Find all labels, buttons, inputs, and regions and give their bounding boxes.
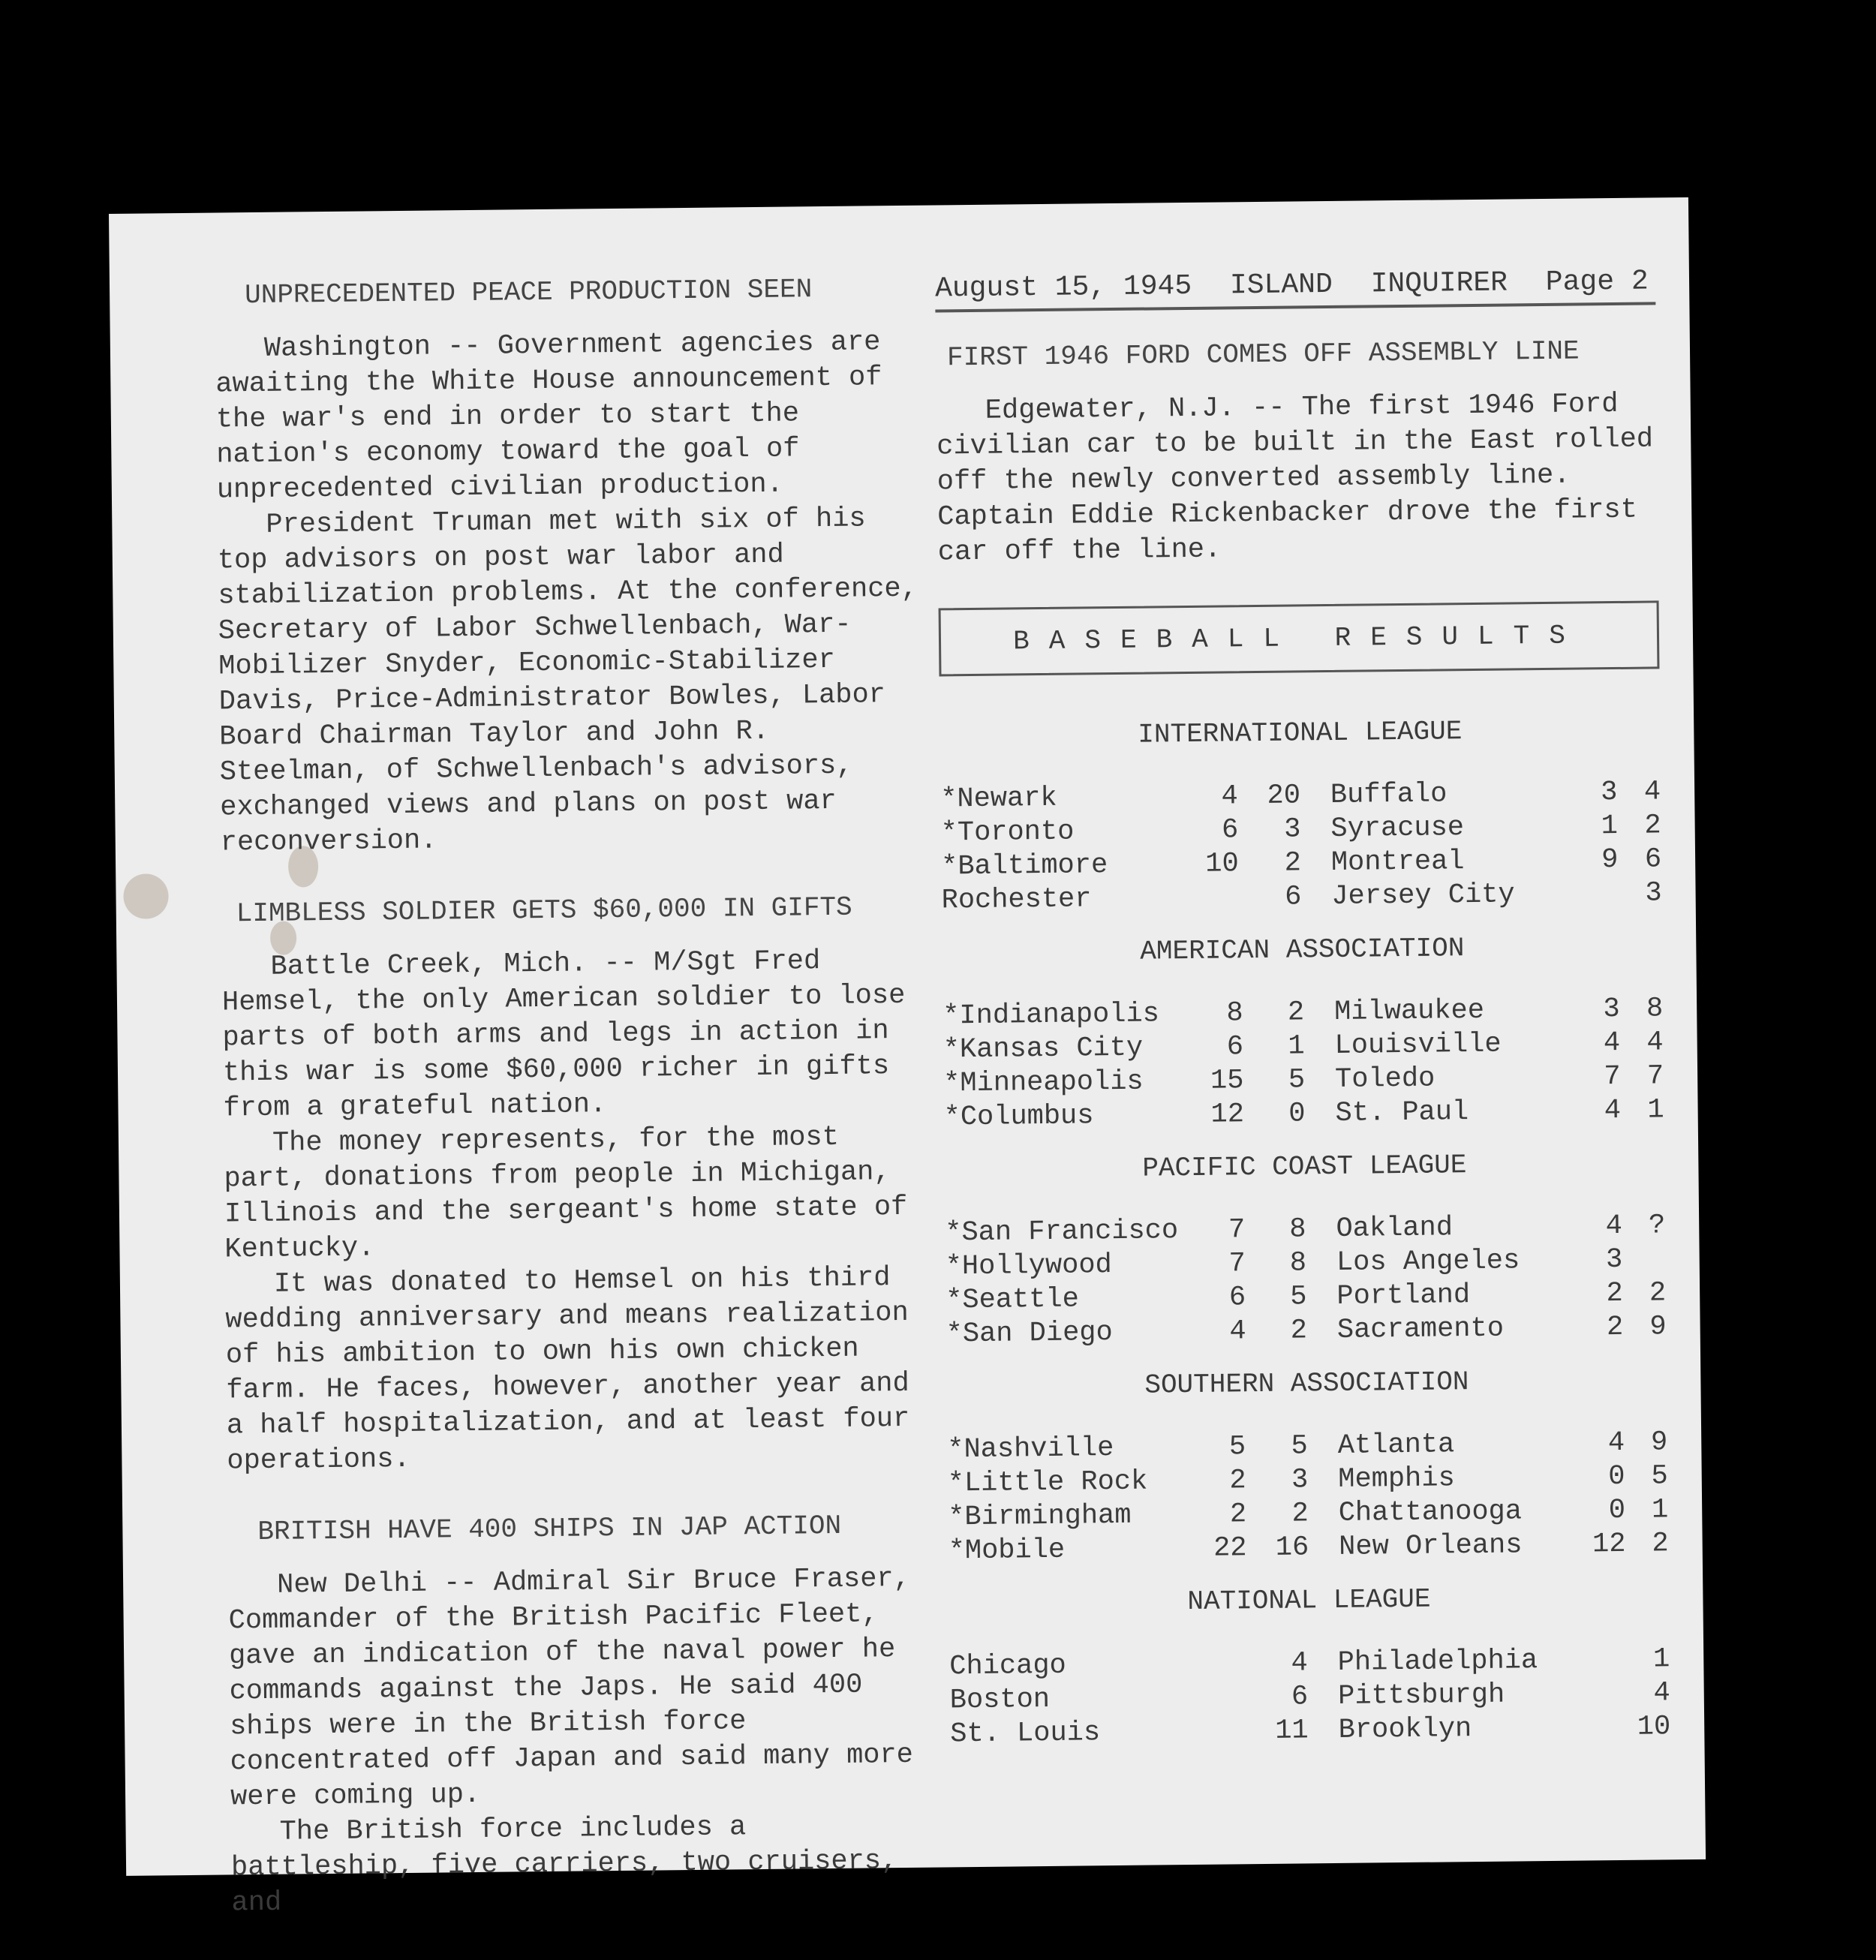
score: 3: [1603, 993, 1620, 1025]
away-team: St. Paul: [1335, 1096, 1469, 1129]
score: 3: [1605, 1243, 1623, 1276]
stain-mark: [123, 873, 169, 919]
away-team: Los Angeles: [1336, 1244, 1520, 1279]
league-block: [944, 1147, 1667, 1351]
score: 8: [1646, 992, 1664, 1025]
home-team: *Toronto: [940, 816, 1075, 849]
away-team: Atlanta: [1337, 1428, 1455, 1462]
story-paragraph: Edgewater, N.J. -- The first 1946 Ford civilian car to be built in the East rolled off the newly converted assembly line. Captain Eddie Rickenbacker drove the first car off the line.: [936, 388, 1654, 569]
score: 3: [1645, 876, 1662, 909]
story-paragraph: It was donated to Hemsel on his third wedding anniversary and means realization of his ambition to own his own chicken farm. He faces, however, another year and a half hospitalization, and at least four operations.: [225, 1262, 910, 1478]
score: 2: [1606, 1277, 1623, 1309]
score: 2: [1291, 1497, 1309, 1530]
home-team: *Minneapolis: [943, 1066, 1144, 1099]
home-team: *Columbus: [943, 1099, 1094, 1133]
score: 10: [1205, 847, 1239, 880]
away-team: Toledo: [1334, 1063, 1436, 1096]
score: [1184, 880, 1247, 915]
away-team: Louisville: [1334, 1028, 1502, 1062]
home-team: *Mobile: [948, 1534, 1066, 1567]
score: 20: [1267, 779, 1301, 812]
league-block: [949, 1581, 1670, 1751]
story-paragraph: New Delhi -- Admiral Sir Bruce Fraser, Commander of the British Pacific Fleet, gave an indication of the naval power he commands against the Japs. He said 400 ships were in the British force concentrated off Japan and said many more were coming up.: [228, 1562, 914, 1814]
story-paragraph: Washington -- Government agencies are awaiting the White House announcement of the war's end in order to start the nation's economy toward the goal of unprecedented civilian production.: [215, 326, 882, 507]
score: 5: [1291, 1429, 1309, 1462]
score: 8: [1226, 997, 1243, 1029]
score: 2: [1649, 1276, 1667, 1309]
score: [1192, 1680, 1253, 1715]
score: 16: [1275, 1531, 1309, 1564]
league-block: [942, 930, 1664, 1134]
right-column: [935, 265, 1671, 1766]
score: 3: [1600, 776, 1618, 808]
score: 1: [1651, 1493, 1669, 1526]
score: 6: [1226, 1030, 1244, 1063]
home-team: Boston: [949, 1683, 1051, 1716]
home-team: St. Louis: [950, 1716, 1101, 1750]
score: [1192, 1646, 1252, 1681]
score-row: [950, 1709, 1670, 1751]
away-team: Pittsburgh: [1337, 1679, 1505, 1712]
away-team: Chattanooga: [1338, 1495, 1523, 1529]
away-team: Oakland: [1336, 1211, 1454, 1245]
score-row: [946, 1309, 1666, 1351]
score: 1: [1647, 1093, 1664, 1126]
score: 22: [1213, 1532, 1247, 1565]
score: 2: [1652, 1527, 1669, 1560]
score: ?: [1648, 1209, 1666, 1242]
newspaper-page: [109, 197, 1706, 1919]
home-team: *Seattle: [946, 1283, 1080, 1316]
league-block: [946, 1364, 1669, 1568]
score: 4: [1291, 1646, 1308, 1679]
score: 1: [1288, 1030, 1305, 1063]
score: 6: [1644, 843, 1662, 876]
away-team: Memphis: [1338, 1462, 1455, 1496]
score: 12: [1210, 1098, 1245, 1131]
baseball-results-banner: BASEBALL RESULTS: [939, 600, 1660, 676]
score-row: [948, 1526, 1668, 1568]
score: [1583, 1676, 1626, 1711]
issue-date: August 15, 1945: [934, 269, 1192, 305]
home-team: *Newark: [940, 782, 1057, 815]
score-row: [941, 876, 1661, 917]
score: 1: [1601, 810, 1619, 842]
away-team: Philadelphia: [1337, 1644, 1538, 1679]
home-team: Rochester: [941, 882, 1092, 916]
score: 10: [1637, 1710, 1671, 1743]
score: 2: [1229, 1498, 1247, 1530]
score: 0: [1608, 1494, 1626, 1526]
score: 6: [1291, 1680, 1309, 1713]
score: 2: [1229, 1464, 1246, 1496]
home-team: *San Francisco: [945, 1214, 1179, 1249]
away-team: Brooklyn: [1338, 1712, 1472, 1746]
score: 12: [1592, 1528, 1626, 1560]
home-team: *Birmingham: [948, 1499, 1132, 1533]
league-title: INTERNATIONAL LEAGUE: [1138, 716, 1463, 750]
home-team: *Nashville: [947, 1432, 1114, 1465]
score: 5: [1651, 1459, 1668, 1493]
score: 7: [1228, 1213, 1246, 1246]
home-team: *Indianapolis: [943, 997, 1160, 1032]
story-british-ships: [227, 1509, 945, 1921]
away-team: Jersey City: [1331, 878, 1515, 912]
home-team: *Baltimore: [940, 849, 1108, 882]
headline: BRITISH HAVE 400 SHIPS IN JAP ACTION: [257, 1510, 842, 1548]
story-paragraph: The British force includes a battleship, five carriers, two cruisers, and: [230, 1811, 898, 1919]
story-ford: [936, 335, 1658, 570]
story-paragraph: President Truman met with six of his top advisors on post war labor and stabilization problems. At the conference, Secretary of Labor Schwellenbach, War-Mobilizer Snyder, Economic-Stabilizer Davis, Price-Administrator Bowles, Labor Board Chairman Taylor and John R. Steelman, of Schwellenbach's advisors, exchanged views and plans on post war reconversion.: [217, 503, 918, 859]
headline: FIRST 1946 FORD COMES OFF ASSEMBLY LINE: [946, 335, 1580, 374]
score: 5: [1288, 1063, 1306, 1096]
score: 9: [1601, 843, 1619, 876]
score: 3: [1291, 1463, 1309, 1496]
scores-table: [943, 991, 1664, 1134]
story-paragraph: Battle Creek, Mich. -- M/Sgt Fred Hemsel, the only American soldier to lose parts of both arms and legs in action in this war is some $60,000 richer in gifts from a grateful nation.: [221, 945, 906, 1125]
score: [1575, 876, 1619, 911]
league-title: SOUTHERN ASSOCIATION: [1144, 1366, 1469, 1401]
scores-table: [940, 774, 1662, 917]
score: 9: [1649, 1310, 1667, 1343]
score: 2: [1287, 996, 1305, 1029]
score: 8: [1289, 1246, 1307, 1279]
score: 5: [1290, 1280, 1307, 1313]
headline: UNPRECEDENTED PEACE PRODUCTION SEEN: [244, 274, 813, 311]
league-title: PACIFIC COAST LEAGUE: [1142, 1150, 1467, 1184]
score: [1192, 1714, 1253, 1748]
score-row: [943, 1093, 1664, 1134]
score: [1583, 1710, 1626, 1745]
score: 4: [1603, 1027, 1621, 1059]
masthead-word: INQUIRER: [1370, 266, 1508, 301]
away-team: New Orleans: [1338, 1529, 1523, 1563]
score: 8: [1289, 1213, 1306, 1246]
score: 7: [1646, 1060, 1664, 1093]
home-team: Chicago: [949, 1649, 1066, 1682]
score: 0: [1608, 1460, 1625, 1493]
score: 7: [1228, 1247, 1246, 1279]
score: 0: [1288, 1097, 1306, 1130]
score: 3: [1283, 813, 1301, 846]
league-title: NATIONAL LEAGUE: [1187, 1583, 1431, 1618]
score: 11: [1275, 1714, 1309, 1747]
home-team: *Little Rock: [947, 1465, 1148, 1499]
story-limbless-soldier: [221, 891, 940, 1480]
headline: LIMBLESS SOLDIER GETS $60,000 IN GIFTS: [236, 891, 852, 930]
score: 4: [1229, 1315, 1246, 1347]
home-team: *San Diego: [946, 1316, 1113, 1350]
score: [1583, 1643, 1625, 1677]
story-peace-production: [215, 273, 933, 861]
score: 9: [1650, 1426, 1668, 1459]
scores-table: [947, 1425, 1669, 1568]
dateline: [935, 265, 1656, 312]
home-team: *Hollywood: [945, 1249, 1113, 1282]
score: [1622, 1242, 1666, 1276]
score: 7: [1604, 1060, 1621, 1093]
score: 6: [1221, 813, 1239, 846]
score: 2: [1644, 809, 1661, 842]
score: 6: [1228, 1281, 1246, 1313]
score: 2: [1606, 1311, 1624, 1343]
score: 5: [1228, 1430, 1246, 1462]
league-title: AMERICAN ASSOCIATION: [1140, 933, 1465, 967]
score: 4: [1646, 1026, 1664, 1059]
baseball-leagues: [940, 714, 1670, 1751]
away-team: Buffalo: [1330, 777, 1448, 811]
score: 1: [1652, 1643, 1670, 1676]
score: 4: [1653, 1676, 1670, 1709]
score: 15: [1210, 1064, 1244, 1097]
masthead-word: ISLAND: [1229, 268, 1333, 302]
score: 4: [1604, 1094, 1622, 1126]
scores-table: [945, 1208, 1667, 1351]
score: 2: [1284, 846, 1302, 879]
home-team: *Kansas City: [943, 1032, 1144, 1066]
score: 2: [1290, 1314, 1308, 1347]
away-team: Milwaukee: [1333, 994, 1485, 1028]
score: 6: [1284, 880, 1302, 913]
story-paragraph: The money represents, for the most part, donations from people in Michigan, Illinois and the sergeant's home state of Kentucky.: [224, 1121, 908, 1266]
league-block: [940, 714, 1662, 917]
away-team: Portland: [1336, 1279, 1471, 1312]
score: 4: [1605, 1210, 1623, 1242]
scores-table: [949, 1642, 1670, 1751]
score: 4: [1221, 780, 1239, 813]
page-number: Page 2: [1545, 265, 1649, 299]
left-column: [215, 273, 945, 1959]
away-team: Syracuse: [1330, 811, 1465, 845]
score: 4: [1643, 775, 1661, 808]
score: 4: [1607, 1426, 1625, 1459]
away-team: Montreal: [1330, 845, 1465, 879]
away-team: Sacramento: [1336, 1312, 1505, 1346]
